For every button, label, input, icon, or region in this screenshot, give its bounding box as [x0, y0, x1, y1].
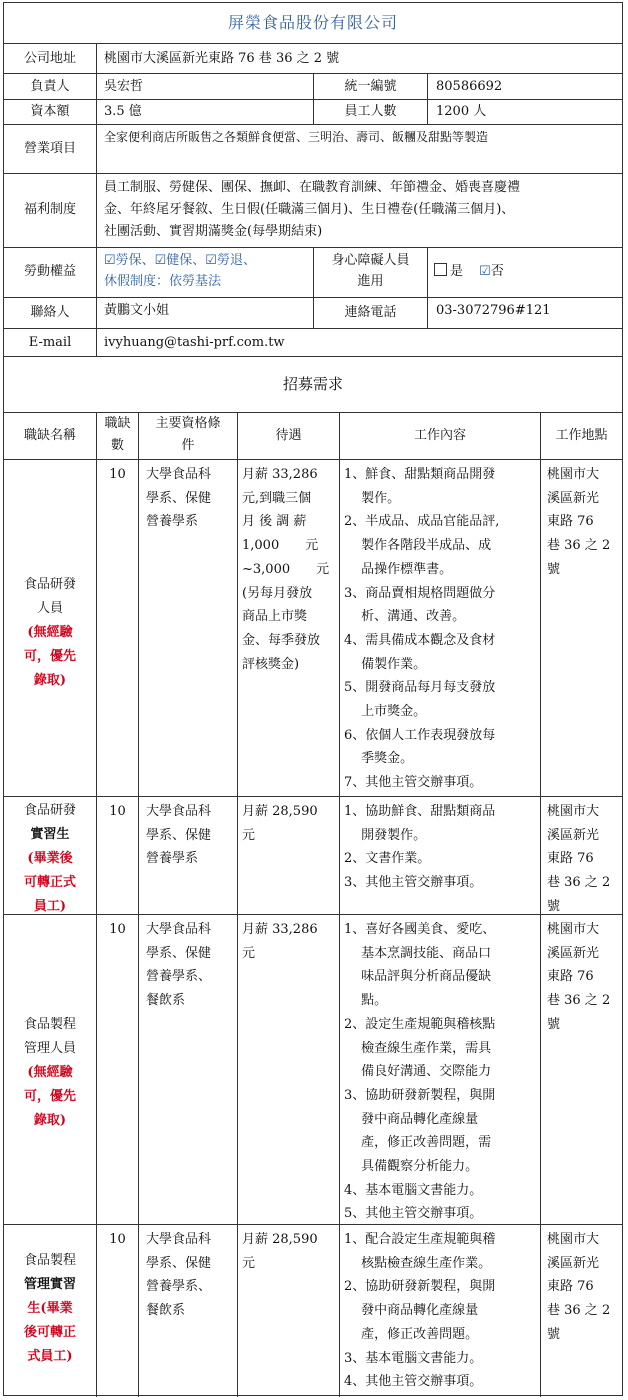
job-qual-line: 餐飲系 — [146, 993, 186, 1009]
business-value: 全家便利商店所販售之各類鮮食便當、三明治、壽司、飯糰及甜點等製造 — [104, 130, 489, 144]
job-pay — [242, 800, 338, 847]
job-content-line: 3、基本電腦文書能力。 — [344, 1350, 483, 1366]
labor-line-2: 休假制度：依勞基法 — [104, 274, 222, 289]
job-pay-line: 金、每季發放 — [242, 632, 321, 648]
job-name — [4, 1249, 96, 1369]
job-content-line: 3、協助研發新製程，與開 — [344, 1087, 496, 1103]
header-job: 職缺名稱 — [23, 428, 76, 443]
job-content-line: 開發製作。 — [344, 827, 427, 843]
labor-label: 勞動權益 — [23, 264, 76, 279]
job-place — [547, 1228, 622, 1347]
job-content-line: 4、其他主管交辦事項。 — [344, 1374, 483, 1390]
job-content-line: 3、商品賣相規格問題做分 — [344, 585, 496, 601]
disabled-label-line-2: 進用 — [357, 274, 384, 289]
address-label: 公司地址 — [23, 51, 76, 66]
job-pay — [242, 463, 338, 676]
header-qual-line: 主要資格條 — [155, 416, 221, 431]
job-pay — [242, 918, 338, 965]
job-note-line: 可轉正式 — [23, 875, 76, 890]
disabled-label — [314, 250, 427, 292]
job-content-line: 備良好溝通、交際能力 — [344, 1064, 492, 1080]
job-content-line: 1、配合設定生產規範與稽 — [344, 1232, 496, 1247]
job-qual-line: 學系、保健 — [146, 1255, 212, 1271]
job-name-line: 人員 — [36, 601, 63, 616]
job-qual-line: 學系、保健 — [146, 490, 212, 506]
welfare-line: 社團活動、實習期滿獎金(每學期結束) — [104, 224, 323, 239]
job-content-line: 2、半成品、成品官能品評, — [344, 514, 500, 530]
welfare-label: 福利制度 — [23, 202, 76, 217]
job-place-line: 號 — [547, 1016, 561, 1032]
tax-id-label: 統一編號 — [344, 79, 397, 94]
job-name-line: 管理實習 — [23, 1277, 76, 1292]
job-pay-line: 月 後 調 薪 — [242, 514, 307, 530]
recruit-title: 招募需求 — [282, 375, 343, 393]
job-content-line: 2、協助研發新製程，與開 — [344, 1279, 496, 1295]
job-place-line: 號 — [547, 898, 561, 914]
capital-value: 3.5 億 — [104, 104, 142, 119]
job-pay-line: 元 — [242, 827, 256, 843]
job-place-line: 桃園市大 — [547, 467, 600, 482]
job-place — [547, 918, 622, 1037]
job-qual — [146, 1228, 236, 1323]
job-count: 10 — [109, 1232, 126, 1247]
job-content-line: 5、其他主管交辦事項。 — [344, 1206, 483, 1222]
staff-label: 員工人數 — [344, 104, 397, 119]
header-content: 工作內容 — [413, 428, 466, 443]
header-count — [97, 413, 138, 457]
header-count-line: 職缺 — [104, 416, 131, 431]
job-content-line: 產，修正改善問題，需 — [344, 1135, 492, 1151]
email-label: E-mail — [28, 335, 72, 350]
job-place-line: 溪區新光 — [547, 1255, 600, 1271]
job-place-line: 巷 36 之 2 — [547, 875, 611, 891]
job-pay-line: ~3,000 元 — [242, 561, 330, 577]
job-note-line: (無經驗 — [27, 625, 73, 640]
job-name — [4, 799, 96, 919]
contact-label: 聯絡人 — [30, 305, 70, 320]
contact-value: 黃鵬文小姐 — [104, 303, 170, 318]
job-place-line: 桃園市大 — [547, 922, 600, 937]
job-place — [547, 463, 622, 582]
job-content-line: 季獎金。 — [344, 751, 414, 767]
job-note-line: 可，優先 — [23, 1089, 76, 1104]
job-place-line: 桃園市大 — [547, 804, 600, 819]
job-qual-line: 學系、保健 — [146, 827, 212, 843]
job-name-line: 食品研發 — [23, 577, 76, 592]
job-pay-line: 商品上市獎 — [242, 609, 308, 625]
job-note-line: 後可轉正 — [23, 1325, 76, 1340]
job-content — [344, 918, 540, 1226]
labor-line-1: ☑勞保、☑健保、☑勞退、 — [104, 253, 256, 268]
job-note-line: (畢業後 — [27, 851, 73, 866]
job-note-line: 錄取) — [33, 673, 67, 688]
job-qual — [146, 918, 236, 1013]
job-content-line: 製作。 — [344, 490, 401, 506]
job-pay-line: 評核獎金) — [242, 656, 300, 672]
job-note-line: 員工) — [33, 899, 67, 914]
job-qual-line: 營養學系、 — [146, 969, 212, 985]
company-title: 屏榮食品股份有限公司 — [227, 13, 398, 32]
job-place — [547, 800, 622, 919]
job-content-line: 製作各階段半成品、成 — [344, 538, 492, 554]
header-qual — [139, 413, 237, 457]
header-qual-line: 件 — [181, 438, 195, 453]
job-content-line: 1、鮮食、甜點類商品開發 — [344, 467, 496, 482]
job-pay-line: 元 — [242, 945, 256, 961]
job-place-line: 號 — [547, 1326, 561, 1342]
tax-id-value: 80586692 — [436, 79, 503, 94]
job-qual — [146, 463, 236, 534]
job-content-line: 備製作業。 — [344, 656, 427, 672]
job-pay-line: 1,000 元 — [242, 538, 319, 554]
job-content-line: 發中商品轉化產線量 — [344, 1111, 479, 1127]
job-place-line: 號 — [547, 561, 561, 577]
checkbox-unchecked[interactable] — [434, 263, 447, 276]
job-content-line: 具備觀察分析能力。 — [344, 1159, 479, 1175]
job-pay-line: (另每月發放 — [242, 585, 313, 601]
job-name-line: 食品製程 — [23, 1253, 76, 1268]
job-note-line: 可，優先 — [23, 649, 76, 664]
job-content-line: 基本烹調技能、商品口 — [344, 945, 492, 961]
job-content-line: 4、需具備成本觀念及食材 — [344, 632, 496, 648]
labor-value — [104, 250, 309, 292]
phone-value: 03-3072796#121 — [436, 303, 551, 318]
welfare-line: 金、年終尾牙餐敘、生日假(任職滿三個月)、生日禮卷(任職滿三個月)、 — [104, 202, 515, 217]
header-place: 工作地點 — [555, 428, 608, 443]
option-yes: 是 — [450, 264, 464, 279]
job-pay — [242, 1228, 338, 1275]
job-qual-line: 大學食品科 — [146, 922, 212, 937]
job-qual-line: 大學食品科 — [146, 804, 212, 819]
option-no: 否 — [490, 264, 504, 279]
job-content-line: 5、開發商品每月每支發放 — [344, 680, 496, 696]
job-pay-line: 月薪 28,590 — [242, 1232, 318, 1247]
job-name — [4, 1013, 96, 1133]
staff-value: 1200 人 — [436, 104, 487, 119]
job-content-line: 析、溝通、改善。 — [344, 609, 466, 625]
job-content — [344, 1228, 540, 1394]
job-content-line: 1、喜好各國美食、愛吃、 — [344, 922, 496, 937]
job-pay-line: 月薪 33,286 — [242, 467, 318, 482]
job-count: 10 — [109, 922, 126, 937]
job-pay-line: 月薪 33,286 — [242, 922, 318, 937]
job-place-line: 溪區新光 — [547, 827, 600, 843]
job-place-line: 巷 36 之 2 — [547, 993, 611, 1009]
job-note-line: 式員工) — [27, 1349, 73, 1364]
job-place-line: 桃園市大 — [547, 1232, 600, 1247]
job-content-line: 6、依個人工作表現發放每 — [344, 727, 496, 743]
job-content — [344, 800, 540, 895]
job-name-line: 實習生 — [30, 827, 70, 842]
job-note-line: 錄取) — [33, 1113, 67, 1128]
job-name-line: 食品製程 — [23, 1017, 76, 1032]
job-content-line: 發中商品轉化產線量 — [344, 1303, 479, 1319]
job-qual-line: 大學食品科 — [146, 1232, 212, 1247]
job-qual-line: 營養學系 — [146, 514, 199, 530]
job-pay-line: 元,到職三個 — [242, 490, 312, 506]
job-content-line: 3、其他主管交辦事項。 — [344, 875, 483, 891]
job-name — [4, 573, 96, 693]
job-content-line: 7、其他主管交辦事項。 — [344, 775, 483, 791]
job-content — [344, 463, 540, 795]
job-place-line: 東路 76 — [547, 969, 594, 985]
email-value[interactable]: ivyhuang@tashi-prf.com.tw — [104, 335, 285, 350]
job-note-line: 生(畢業 — [27, 1301, 73, 1316]
job-pay-line: 月薪 28,590 — [242, 804, 318, 819]
owner-label: 負責人 — [30, 79, 70, 94]
job-place-line: 巷 36 之 2 — [547, 1303, 611, 1319]
capital-label: 資本額 — [30, 104, 70, 119]
job-content-line: 4、基本電腦文書能力。 — [344, 1182, 483, 1198]
job-count: 10 — [109, 467, 126, 482]
job-pay-line: 元 — [242, 1255, 256, 1271]
job-content-line: 1、協助鮮食、甜點類商品 — [344, 804, 496, 819]
header-count-line: 數 — [110, 438, 124, 453]
job-place-line: 東路 76 — [547, 1279, 594, 1295]
job-place-line: 溪區新光 — [547, 945, 600, 961]
job-content-line: 2、文書作業。 — [344, 851, 431, 867]
job-qual-line: 營養學系 — [146, 851, 199, 867]
owner-value: 吳宏哲 — [104, 79, 144, 94]
job-place-line: 溪區新光 — [547, 490, 600, 506]
job-name-line: 管理人員 — [23, 1041, 76, 1056]
job-content-line: 產，修正改善問題。 — [344, 1326, 479, 1342]
address-value: 桃園市大溪區新光東路 76 巷 36 之 2 號 — [104, 51, 340, 66]
welfare-value — [104, 177, 620, 243]
disabled-options — [434, 247, 614, 297]
job-content-line: 味品評與分析商品優缺 — [344, 969, 492, 985]
job-name-line: 食品研發 — [23, 803, 76, 818]
business-label: 營業項目 — [23, 141, 76, 156]
job-place-line: 東路 76 — [547, 851, 594, 867]
job-count: 10 — [109, 804, 126, 819]
header-pay: 待遇 — [275, 428, 302, 443]
phone-label: 連絡電話 — [344, 305, 397, 320]
job-qual-line: 營養學系、 — [146, 1279, 212, 1295]
job-place-line: 東路 76 — [547, 514, 594, 530]
job-content-line: 檢查線生產作業，需具 — [344, 1040, 492, 1056]
job-content-line: 點。 — [344, 993, 388, 1009]
job-qual — [146, 800, 236, 871]
job-content-line: 2、設定生產規範與稽核點 — [344, 1016, 496, 1032]
job-content-line: 上市獎金。 — [344, 704, 427, 720]
disabled-label-line-1: 身心障礙人員 — [331, 253, 410, 268]
job-content-line: 核點檢查線生產作業。 — [344, 1255, 492, 1271]
job-place-line: 巷 36 之 2 — [547, 538, 611, 554]
welfare-line: 員工制服、勞健保、團保、撫卹、在職教育訓練、年節禮金、婚喪喜慶禮 — [104, 180, 521, 195]
recruitment-form — [3, 2, 623, 1396]
job-qual-line: 大學食品科 — [146, 467, 212, 482]
job-qual-line: 餐飲系 — [146, 1303, 186, 1319]
job-qual-line: 學系、保健 — [146, 945, 212, 961]
job-note-line: (無經驗 — [27, 1065, 73, 1080]
checkbox-checked-icon[interactable]: ☑ — [479, 264, 491, 279]
job-content-line: 品操作標準書。 — [344, 561, 453, 577]
